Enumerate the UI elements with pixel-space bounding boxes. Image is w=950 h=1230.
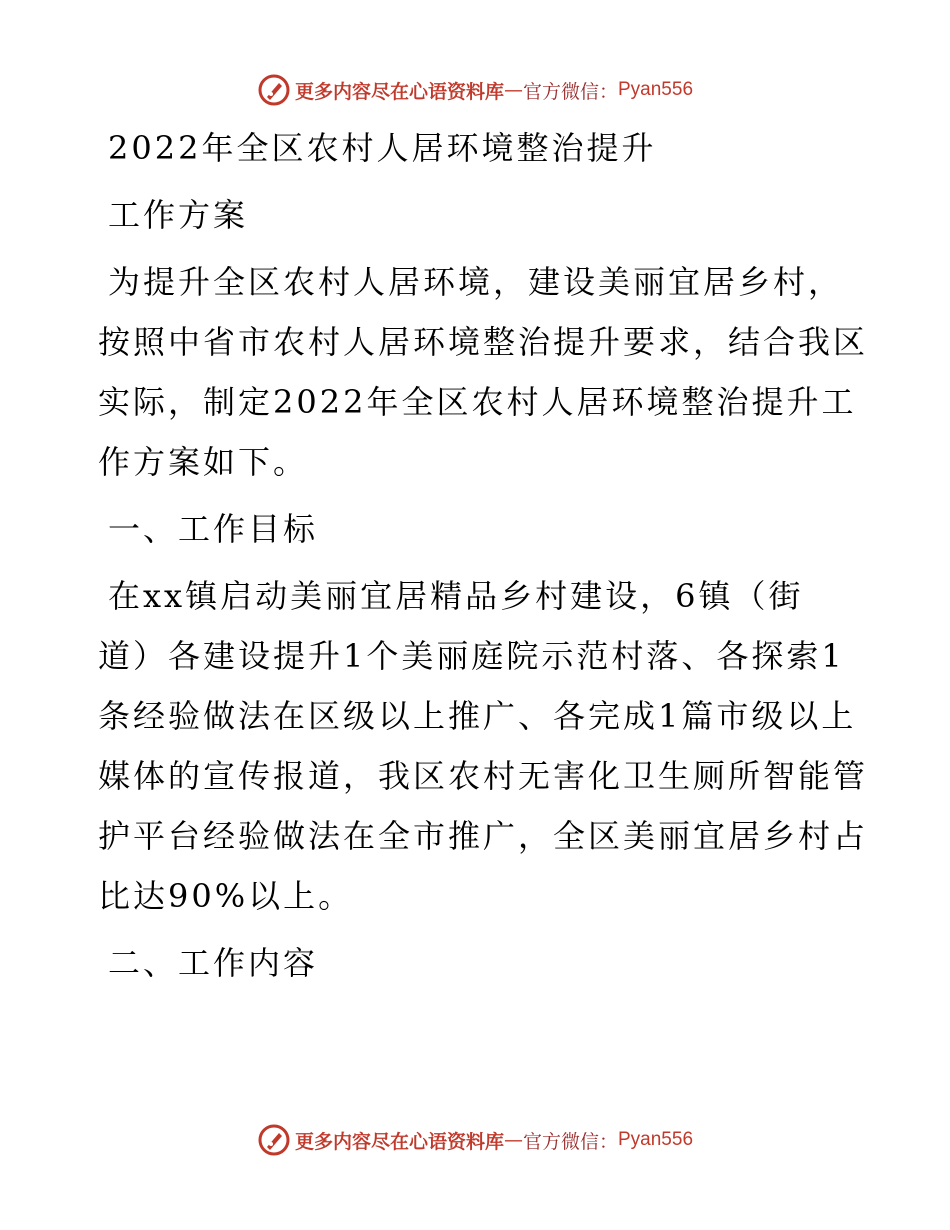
paragraph-line: 条经验做法在区级以上推广、各完成1篇市级以上 [98,697,857,735]
paragraph-line: 作方案如下。 [98,443,309,481]
watermark-main-text: 更多内容尽在心语资料库 [294,80,504,103]
pen-nib-circle-icon [257,1123,291,1157]
watermark-wechat-label: 官方微信： [522,80,618,103]
paragraph-line: 护平台经验做法在全市推广，全区美丽宜居乡村占 [98,817,869,855]
watermark-wechat-id: Pyan556 [618,1129,694,1150]
document-title: 2022年全区农村人居环境整治提升 [108,129,657,167]
goals-paragraph [98,566,869,926]
section-heading-goals: 一、工作目标 [108,510,319,548]
watermark-dash: — [503,1129,523,1151]
document-body [98,118,869,993]
document-subtitle: 工作方案 [108,196,249,234]
watermark-wechat-label: 官方微信： [522,1130,618,1153]
paragraph-line: 为提升全区农村人居环境，建设美丽宜居乡村， [108,263,844,301]
paragraph-line: 实际，制定2022年全区农村人居环境整治提升工 [98,383,857,421]
header-watermark [0,70,950,110]
intro-paragraph [98,252,869,492]
watermark-wechat-id: Pyan556 [618,79,694,100]
paragraph-line: 媒体的宣传报道，我区农村无害化卫生厕所智能管 [98,757,869,795]
paragraph-line: 按照中省市农村人居环境整治提升要求，结合我区 [98,323,869,361]
watermark-main-text: 更多内容尽在心语资料库 [294,1130,504,1153]
watermark-dash: — [503,79,523,101]
paragraph-line: 道）各建设提升1个美丽庭院示范村落、各探索1 [98,637,845,675]
section-heading-content: 二、工作内容 [108,944,319,982]
pen-nib-circle-icon [257,73,291,107]
paragraph-line: 在xx镇启动美丽宜居精品乡村建设，6镇（街 [108,577,804,615]
paragraph-line: 比达90%以上。 [98,877,354,915]
footer-watermark [0,1120,950,1160]
